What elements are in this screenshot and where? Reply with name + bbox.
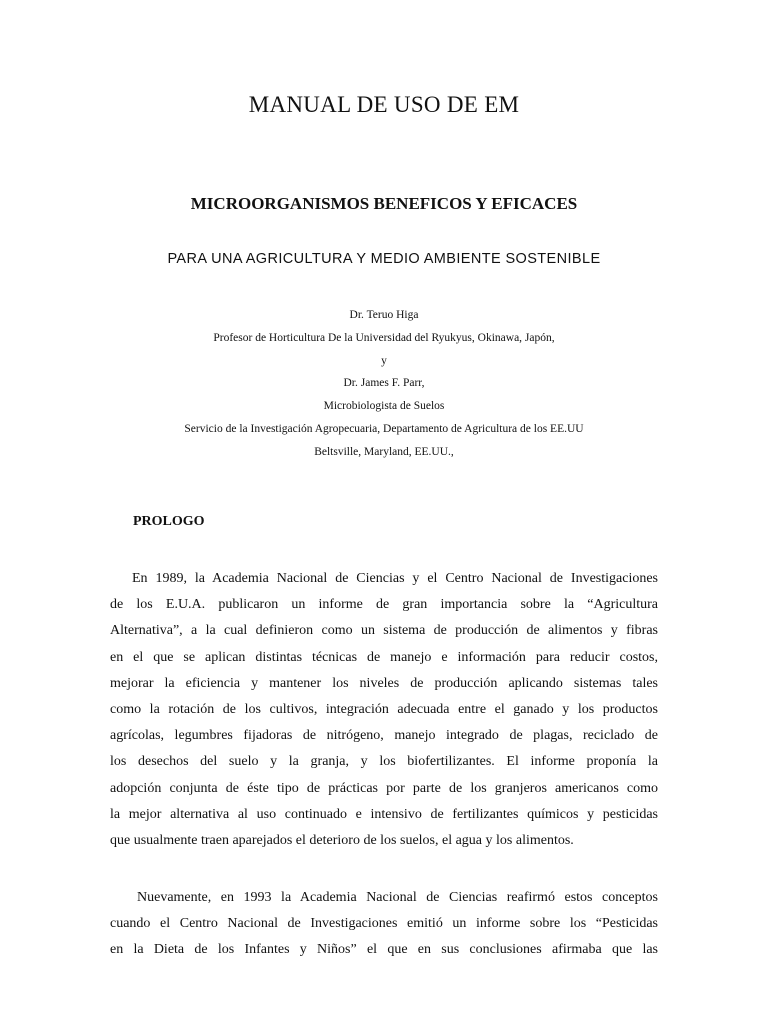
paragraph-line: los desechos del suelo y la granja, y los biofertilizantes. El informe proponía la [110, 754, 658, 770]
document-subtitle: MICROORGANISMOS BENEFICOS Y EFICACES [190, 194, 578, 213]
document-title: MANUAL DE USO DE EM [248, 92, 520, 117]
paragraph-line: Nuevamente, en 1993 la Academia Nacional de Ciencias reafirmó estos conceptos [137, 890, 658, 905]
paragraph-line: de los E.U.A. publicaron un informe de gran importancia sobre la “Agricultura [110, 597, 658, 613]
paragraph-line: la mejor alternativa al uso continuado e intensivo de fertilizantes químicos y pesticidas [110, 806, 658, 822]
author-line: Microbiologista de Suelos [323, 400, 445, 413]
author-line: y [381, 354, 387, 367]
author-block [0, 304, 768, 464]
author-line: Beltsville, Maryland, EE.UU., [314, 445, 454, 458]
paragraph-line: mejorar la eficiencia y mantener los niveles de producción aplicando sistemas tales [110, 675, 658, 691]
paragraph-line: En 1989, la Academia Nacional de Ciencias y el Centro Nacional de Investigaciones [132, 571, 658, 586]
paragraph-line: en el que se aplican distintas técnicas de manejo e información para reducir costos, [110, 649, 658, 665]
paragraph-line: agrícolas, legumbres fijadoras de nitrógeno, manejo integrado de plagas, reciclado de [110, 728, 658, 744]
author-line: Servicio de la Investigación Agropecuaria, Departamento de Agricultura de los EE.UU [184, 422, 584, 435]
paragraph-1 [110, 566, 658, 854]
paragraph-2 [110, 885, 658, 964]
author-line: Dr. James F. Parr, [343, 377, 425, 390]
paragraph-line: en la Dieta de los Infantes y Niños” el que en sus conclusiones afirmaba que las [110, 942, 658, 958]
paragraph-line: Alternativa”, a la cual definieron como un sistema de producción de alimentos y fibras [110, 623, 658, 639]
paragraph-line: cuando el Centro Nacional de Investigaciones emitió un informe sobre los “Pesticidas [110, 916, 658, 932]
author-line: Profesor de Horticultura De la Universidad del Ryukyus, Okinawa, Japón, [213, 331, 555, 344]
paragraph-line: como la rotación de los cultivos, integración adecuada entre el ganado y los productos [110, 701, 658, 717]
document-tagline: PARA UNA AGRICULTURA Y MEDIO AMBIENTE SOSTENIBLE [167, 251, 601, 267]
paragraph-line: adopción conjunta de éste tipo de prácticas por parte de los granjeros americanos como [110, 780, 658, 796]
author-line: Dr. Teruo Higa [349, 309, 419, 321]
paragraph-line: que usualmente traen aparejados el deterioro de los suelos, el agua y los alimentos. [110, 832, 574, 848]
section-heading-prologo: PROLOGO [133, 514, 205, 529]
